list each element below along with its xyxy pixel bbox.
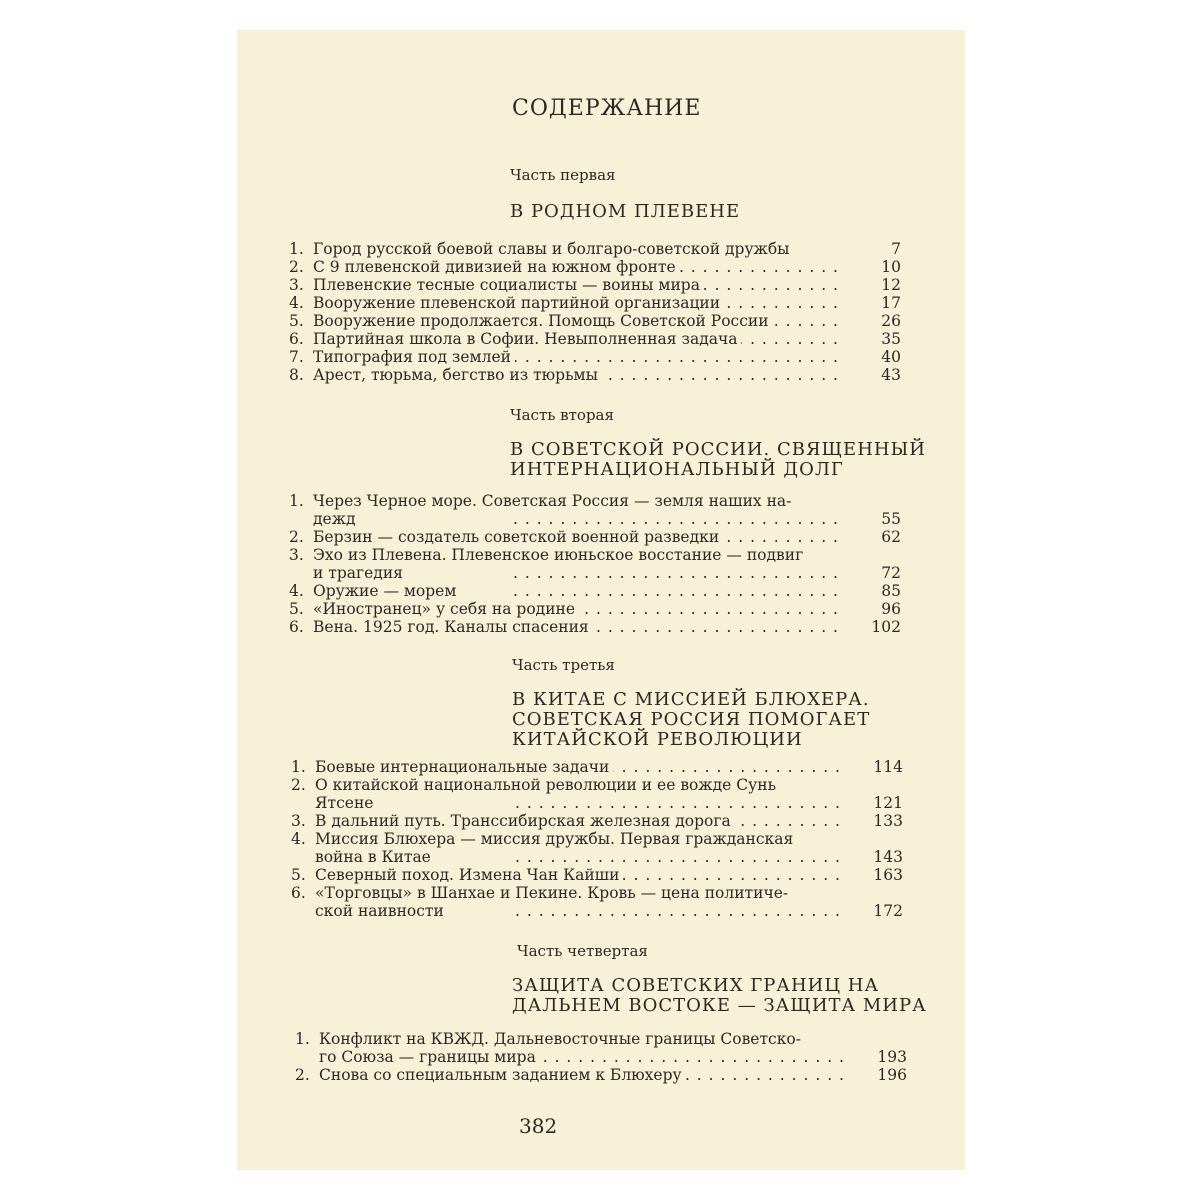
part-label: Часть первая bbox=[510, 166, 616, 184]
entry-number: 6. bbox=[291, 884, 306, 902]
part-title: В КИТАЕ С МИССИЕЙ БЛЮХЕРА. bbox=[512, 689, 870, 710]
entry-number: 3. bbox=[291, 812, 306, 830]
entry-number: 5. bbox=[291, 866, 306, 884]
entry-page: 10 bbox=[881, 258, 901, 276]
entry-page: 133 bbox=[873, 812, 903, 830]
entry-number: 2. bbox=[289, 528, 304, 546]
part-label: Часть четвертая bbox=[517, 942, 648, 960]
entry-number: 8. bbox=[289, 366, 304, 384]
entry-number: 6. bbox=[289, 330, 304, 348]
entry-title: Берзин — создатель советской военной разведки bbox=[313, 528, 723, 546]
toc-entry[interactable] bbox=[289, 348, 901, 366]
page-number: 382 bbox=[519, 1114, 558, 1138]
toc-entry[interactable] bbox=[291, 758, 903, 776]
entry-page: 85 bbox=[881, 582, 901, 600]
toc-list bbox=[289, 240, 901, 390]
part-title: ИНТЕРНАЦИОНАЛЬНЫЙ ДОЛГ bbox=[510, 459, 844, 480]
entry-number: 4. bbox=[289, 294, 304, 312]
toc-list bbox=[295, 1030, 907, 1090]
entry-title: Оружие — морем bbox=[313, 582, 460, 600]
entry-number: 3. bbox=[289, 276, 304, 294]
toc-list bbox=[291, 758, 903, 934]
toc-entry[interactable] bbox=[289, 366, 901, 384]
entry-title: Через Черное море. Советская Россия — земля наших на- bbox=[313, 492, 792, 510]
entry-title: «Иностранец» у себя на родине bbox=[313, 600, 579, 618]
toc-entry[interactable] bbox=[289, 600, 901, 618]
entry-number: 1. bbox=[289, 240, 304, 258]
toc-entry[interactable] bbox=[291, 884, 903, 920]
entry-page: 55 bbox=[881, 510, 901, 528]
entry-title: С 9 плевенской дивизией на южном фронте bbox=[313, 258, 680, 276]
toc-entry[interactable] bbox=[291, 830, 903, 866]
entry-title-cont: война в Китае bbox=[315, 848, 435, 866]
part-title: СОВЕТСКАЯ РОССИЯ ПОМОГАЕТ bbox=[512, 709, 871, 730]
entry-page: 172 bbox=[873, 902, 903, 920]
entry-page: 72 bbox=[881, 564, 901, 582]
entry-title-cont: дежд bbox=[313, 510, 360, 528]
entry-page: 26 bbox=[881, 312, 901, 330]
toc-entry[interactable] bbox=[291, 866, 903, 884]
part-title: В СОВЕТСКОЙ РОССИИ. СВЯЩЕННЫЙ bbox=[510, 439, 926, 460]
part-label: Часть вторая bbox=[510, 406, 614, 424]
entry-number: 1. bbox=[291, 758, 306, 776]
entry-title: Миссия Блюхера — миссия дружбы. Первая гражданская bbox=[315, 830, 794, 848]
entry-number: 6. bbox=[289, 618, 304, 636]
entry-title: Вооружение продолжается. Помощь Советской России bbox=[313, 312, 773, 330]
entry-title: Плевенские тесные социалисты — воины мира bbox=[313, 276, 704, 294]
contents-title: СОДЕРЖАНИЕ bbox=[512, 96, 702, 121]
toc-entry[interactable] bbox=[289, 582, 901, 600]
part-title: КИТАЙСКОЙ РЕВОЛЮЦИИ bbox=[512, 729, 803, 750]
toc-entry[interactable] bbox=[289, 618, 901, 636]
entry-title: Вена. 1925 год. Каналы спасения bbox=[313, 618, 593, 636]
entry-number: 2. bbox=[295, 1066, 310, 1084]
entry-number: 5. bbox=[289, 600, 304, 618]
entry-page: 114 bbox=[873, 758, 903, 776]
part-title: В РОДНОМ ПЛЕВЕНЕ bbox=[510, 201, 741, 222]
entry-page: 193 bbox=[877, 1048, 907, 1066]
toc-entry[interactable] bbox=[289, 330, 901, 348]
entry-page: 35 bbox=[881, 330, 901, 348]
toc-entry[interactable] bbox=[289, 528, 901, 546]
toc-list bbox=[289, 492, 901, 642]
entry-number: 2. bbox=[291, 776, 306, 794]
toc-entry[interactable] bbox=[289, 240, 901, 258]
entry-number: 4. bbox=[289, 582, 304, 600]
entry-page: 196 bbox=[877, 1066, 907, 1084]
entry-number: 4. bbox=[291, 830, 306, 848]
entry-title: Вооружение плевенской партийной организации bbox=[313, 294, 724, 312]
entry-number: 7. bbox=[289, 348, 304, 366]
toc-entry[interactable] bbox=[289, 258, 901, 276]
entry-title-cont: го Союза — границы мира bbox=[319, 1048, 540, 1066]
entry-page: 12 bbox=[881, 276, 901, 294]
entry-title: В дальний путь. Транссибирская железная дорога bbox=[315, 812, 735, 830]
toc-entry[interactable] bbox=[289, 276, 901, 294]
toc-entry[interactable] bbox=[295, 1066, 907, 1084]
part-title: ДАЛЬНЕМ ВОСТОКЕ — ЗАЩИТА МИРА bbox=[512, 995, 927, 1016]
entry-title: «Торговцы» в Шанхае и Пекине. Кровь — цена политиче- bbox=[315, 884, 789, 902]
entry-title: Конфликт на КВЖД. Дальневосточные границы Советско- bbox=[319, 1030, 801, 1048]
entry-number: 5. bbox=[289, 312, 304, 330]
entry-page: 17 bbox=[881, 294, 901, 312]
part-label: Часть третья bbox=[512, 656, 615, 674]
entry-title: Северный поход. Измена Чан Кайши bbox=[315, 866, 623, 884]
book-page bbox=[237, 30, 965, 1170]
toc-entry[interactable] bbox=[291, 812, 903, 830]
entry-title: О китайской национальной революции и ее вожде Сунь bbox=[315, 776, 777, 794]
entry-page: 96 bbox=[881, 600, 901, 618]
entry-title: Снова со специальным заданием к Блюхеру bbox=[319, 1066, 686, 1084]
entry-title: Партийная школа в Софии. Невыполненная задача bbox=[313, 330, 741, 348]
entry-title: Город русской боевой славы и болгаро-советской дружбы bbox=[313, 240, 790, 258]
toc-entry[interactable] bbox=[295, 1030, 907, 1066]
entry-number: 1. bbox=[289, 492, 304, 510]
entry-title-cont: и трагедия bbox=[313, 564, 407, 582]
toc-entry[interactable] bbox=[291, 776, 903, 812]
entry-title: Типография под землей bbox=[313, 348, 515, 366]
entry-page: 163 bbox=[873, 866, 903, 884]
entry-page: 7 bbox=[891, 240, 901, 258]
entry-number: 3. bbox=[289, 546, 304, 564]
entry-number: 1. bbox=[295, 1030, 310, 1048]
entry-page: 121 bbox=[873, 794, 903, 812]
entry-page: 102 bbox=[871, 618, 901, 636]
entry-title: Эхо из Плевена. Плевенское июньское восстание — подвиг bbox=[313, 546, 804, 564]
entry-page: 62 bbox=[881, 528, 901, 546]
entry-title-cont: Ятсене bbox=[315, 794, 377, 812]
toc-entry[interactable] bbox=[289, 294, 901, 312]
entry-page: 40 bbox=[881, 348, 901, 366]
entry-title-cont: ской наивности bbox=[315, 902, 448, 920]
entry-number: 2. bbox=[289, 258, 304, 276]
entry-page: 143 bbox=[873, 848, 903, 866]
entry-page: 43 bbox=[881, 366, 901, 384]
entry-title: Арест, тюрьма, бегство из тюрьмы bbox=[313, 366, 602, 384]
part-title: ЗАЩИТА СОВЕТСКИХ ГРАНИЦ НА bbox=[512, 975, 880, 996]
toc-entry[interactable] bbox=[289, 312, 901, 330]
toc-entry[interactable] bbox=[289, 546, 901, 582]
toc-entry[interactable] bbox=[289, 492, 901, 528]
entry-title: Боевые интернациональные задачи bbox=[315, 758, 613, 776]
